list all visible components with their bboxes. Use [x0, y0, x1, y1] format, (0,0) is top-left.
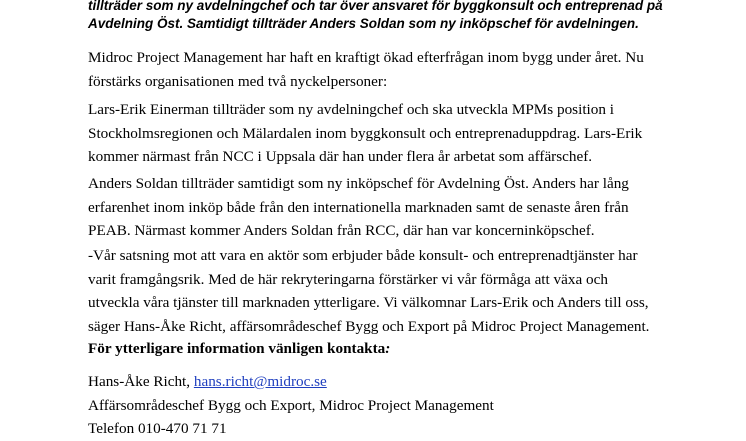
contact-phone: Telefon 010-470 71 71 — [88, 420, 227, 437]
einerman-paragraph — [88, 98, 688, 169]
contact-name-line — [88, 370, 688, 394]
contact-heading-colon: : — [385, 340, 391, 357]
paragraph-line: erfarenhet inom inköp både från den internationella marknaden samt de senaste åren från — [88, 198, 629, 216]
contact-email-link[interactable]: hans.richt@midroc.se — [193, 373, 327, 390]
lead-line: Avdelning Öst. Samtidigt tillträder Anders Soldan som ny inköpschef för avdelningen. — [88, 16, 639, 31]
paragraph-line: Lars-Erik Einerman tillträder som ny avdelningchef och ska utveckla MPMs position i — [88, 101, 614, 118]
paragraph-line: -Vår satsning mot att vara en aktör som erbjuder både konsult- och entreprenadtjänster har — [88, 247, 638, 264]
contact-heading-text: För ytterligare information vänligen kontakta — [88, 340, 386, 357]
paragraph-line: förstärks organisationen med två nyckelpersoner: — [88, 72, 388, 90]
lead-line: tillträder som ny avdelningchef och tar över ansvaret för byggkonsult och entreprenad på — [88, 0, 663, 13]
contact-name: Hans-Åke Richt, — [88, 373, 194, 390]
paragraph-line: kommer närmast från NCC i Uppsala där han under flera år arbetat som affärschef. — [88, 148, 593, 165]
paragraph-line: Midroc Project Management har haft en kraftigt ökad efterfrågan inom bygg under året. Nu — [88, 49, 644, 66]
contact-role: Affärsområdeschef Bygg och Export, Midroc Project Management — [88, 396, 494, 414]
paragraph-line: utveckla våra tjänster till marknaden ytterligare. Vi välkomnar Lars-Erik och Anders till oss, — [88, 294, 649, 311]
paragraph-line: säger Hans-Åke Richt, affärsområdeschef Bygg och Export på Midroc Project Management. — [88, 317, 650, 335]
intro-paragraph — [88, 46, 688, 93]
soldan-paragraph — [88, 172, 688, 243]
paragraph-line: Anders Soldan tillträder samtidigt som ny inköpschef för Avdelning Öst. Anders har lång — [88, 175, 629, 192]
contact-heading — [88, 337, 688, 361]
lead-paragraph — [88, 0, 688, 33]
paragraph-line: Stockholmsregionen och Mälardalen inom byggkonsult och entreprenaduppdrag. Lars-Erik — [88, 124, 643, 142]
quote-paragraph — [88, 244, 688, 338]
contact-details — [88, 370, 688, 441]
paragraph-line: varit framgångsrik. Med de här rekryteringarna förstärker vi vår förmåga att växa och — [88, 270, 608, 288]
paragraph-line: PEAB. Närmast kommer Anders Soldan från RCC, där han var koncerninköpschef. — [88, 222, 595, 239]
